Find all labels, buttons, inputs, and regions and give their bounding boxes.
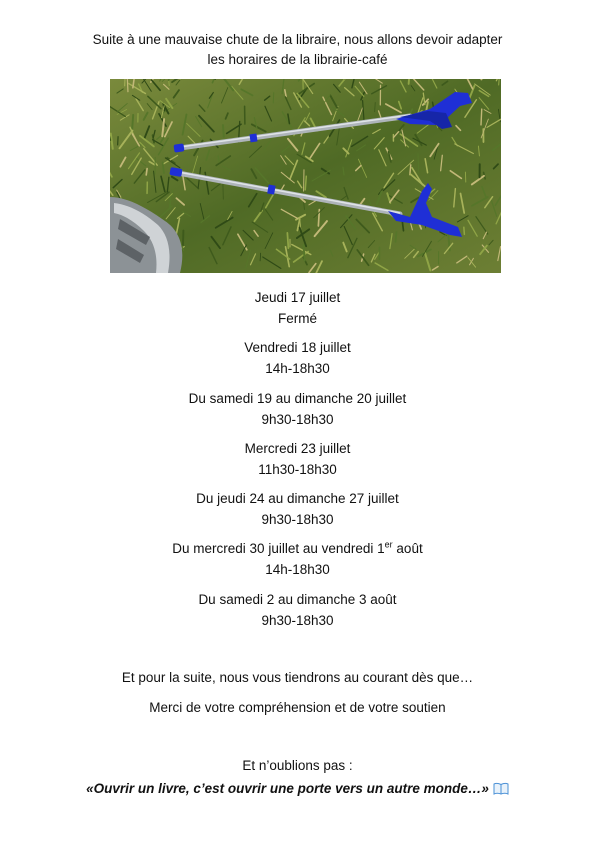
entry-day: Vendredi 18 juillet bbox=[244, 340, 351, 356]
grass-blade bbox=[375, 103, 376, 112]
grass-blade bbox=[273, 93, 274, 103]
grass-blade bbox=[146, 169, 147, 175]
entry-day: Jeudi 17 juillet bbox=[254, 290, 341, 305]
intro-text bbox=[0, 30, 595, 70]
grass-blade bbox=[260, 253, 261, 261]
grass-blade bbox=[305, 176, 306, 190]
grass-blade bbox=[287, 233, 288, 248]
intro-line-2: les horaires de la librairie-café bbox=[207, 52, 388, 67]
entry-day: Du samedi 19 au dimanche 20 juillet bbox=[188, 390, 407, 406]
entry-hours: 14h-18h30 bbox=[265, 562, 330, 578]
schedule bbox=[0, 287, 595, 639]
entry-day-month: août bbox=[392, 541, 423, 557]
schedule-entry bbox=[0, 589, 595, 639]
entry-day-text: Du mercredi 30 juillet au vendredi 1 bbox=[172, 541, 385, 557]
schedule-entry bbox=[0, 287, 595, 337]
intro-line-1: Suite à une mauvaise chute de la libraire, nous allons devoir adapter bbox=[92, 32, 503, 47]
schedule-entry bbox=[0, 438, 595, 488]
schedule-entry bbox=[0, 388, 595, 438]
entry-day: Mercredi 23 juillet bbox=[244, 440, 351, 456]
quote-text: «Ouvrir un livre, c’est ouvrir une porte vers un autre monde…» bbox=[86, 781, 489, 796]
entry-hours: 11h30-18h30 bbox=[258, 461, 337, 477]
quote-line bbox=[0, 779, 595, 799]
open-book-icon bbox=[493, 781, 509, 794]
entry-day: Du jeudi 24 au dimanche 27 juillet bbox=[196, 491, 399, 507]
grass-blade bbox=[218, 156, 219, 162]
schedule-entry bbox=[0, 488, 595, 538]
crutches-photo bbox=[110, 79, 501, 273]
reminder-text: Et n’oublions pas : bbox=[242, 758, 353, 773]
schedule-entry bbox=[0, 337, 595, 387]
ordinal-suffix: er bbox=[384, 539, 393, 550]
entry-hours: 9h30-18h30 bbox=[261, 411, 334, 427]
entry-hours: 9h30-18h30 bbox=[261, 512, 334, 528]
grass-blade bbox=[132, 115, 133, 129]
entry-hours: Fermé bbox=[277, 311, 317, 326]
grass-blade bbox=[223, 125, 224, 137]
entry-hours: 9h30-18h30 bbox=[261, 612, 334, 628]
entry-day bbox=[0, 538, 595, 559]
entry-day: Du samedi 2 au dimanche 3 août bbox=[198, 591, 397, 607]
grass-blade bbox=[481, 109, 482, 125]
schedule-entry bbox=[0, 538, 595, 588]
grass-blade bbox=[172, 190, 173, 197]
grass-blade bbox=[396, 232, 397, 242]
followup-text: Et pour la suite, nous vous tiendrons au courant dès que… bbox=[121, 670, 474, 685]
grass-blade bbox=[464, 227, 465, 234]
entry-hours: 14h-18h30 bbox=[265, 361, 330, 377]
grass-blade bbox=[409, 79, 410, 84]
grass-blade bbox=[303, 245, 304, 261]
thanks-text: Merci de votre compréhension et de votre soutien bbox=[149, 700, 446, 715]
